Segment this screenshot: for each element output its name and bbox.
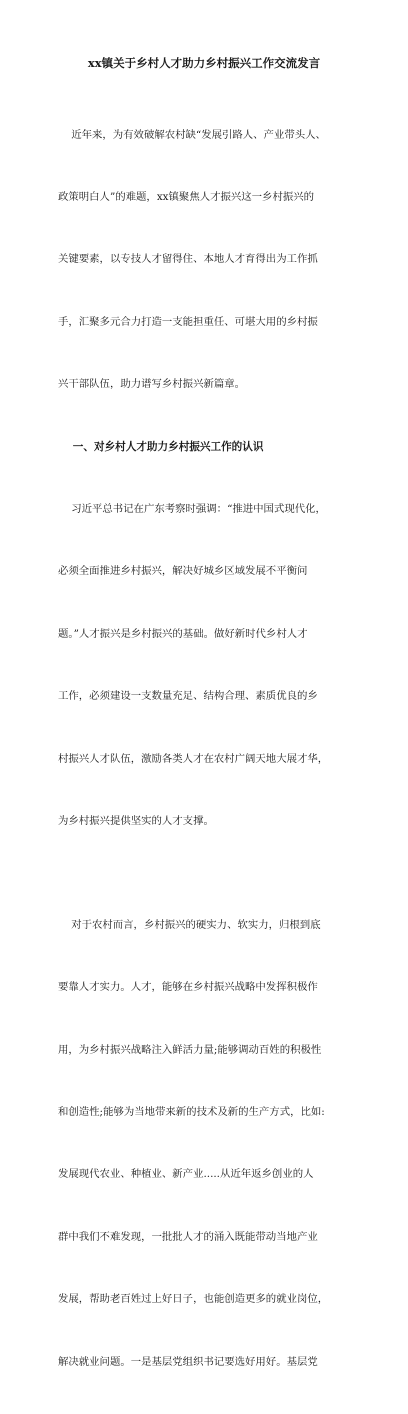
text-line: 题。”人才振兴是乡村振兴的基础。做好新时代乡村人才 <box>58 627 308 640</box>
text-line: 用，为乡村振兴战略注入鲜活力量;能够调动百姓的积极性 <box>58 1043 322 1056</box>
text-line: 要靠人才实力。人才，能够在乡村振兴战略中发挥积极作 <box>58 981 318 994</box>
text-line: 对于农村而言，乡村振兴的硬实力、软实力，归根到底 <box>58 918 321 931</box>
text-line: 群中我们不难发现，一批批人才的涌入既能带动当地产业 <box>58 1230 318 1243</box>
text-line: 解决就业问题。一是基层党组织书记要选好用好。基层党 <box>58 1355 318 1368</box>
text-line: 兴干部队伍，助力谱写乡村振兴新篇章。 <box>58 378 246 391</box>
text-line: 政策明白人”的难题，xx镇聚焦人才振兴这一乡村振兴的 <box>58 190 315 203</box>
intro-paragraph <box>58 83 350 437</box>
text-line: 工作，必须建设一支数量充足、结构合理、素质优良的乡 <box>58 690 318 703</box>
text-line: 必须全面推进乡村振兴，解决好城乡区域发展不平衡问 <box>58 565 308 578</box>
section-heading: 一、对乡村人才助力乡村振兴工作的认识 <box>58 440 264 453</box>
text-line: 为乡村振兴提供坚实的人才支撑。 <box>58 814 214 827</box>
body-paragraph-1 <box>58 457 350 873</box>
body-paragraph-2 <box>58 873 350 1414</box>
document-page <box>58 56 350 1414</box>
text-line: 村振兴人才队伍，激励各类人才在农村广阔天地大展才华， <box>58 752 329 765</box>
text-line: 手，汇聚多元合力打造一支能担重任、可堪大用的乡村振 <box>58 315 318 328</box>
text-line: 和创造性;能够为当地带来新的技术及新的生产方式，比如: <box>58 1106 325 1119</box>
text-line: 发展，帮助老百姓过上好日子，也能创造更多的就业岗位， <box>58 1293 329 1306</box>
text-line: 发展现代农业、种植业、新产业.....从近年返乡创业的人 <box>58 1168 314 1181</box>
document-title: xx镇关于乡村人才助力乡村振兴工作交流发言 <box>87 56 321 70</box>
text-line: 关键要素，以专技人才留得住、本地人才育得出为工作抓 <box>58 253 318 266</box>
text-line: 习近平总书记在广东考察时强调：“推进中国式现代化， <box>58 502 326 515</box>
text-line: 近年来，为有效破解农村缺“发展引路人、产业带头人、 <box>58 128 326 141</box>
